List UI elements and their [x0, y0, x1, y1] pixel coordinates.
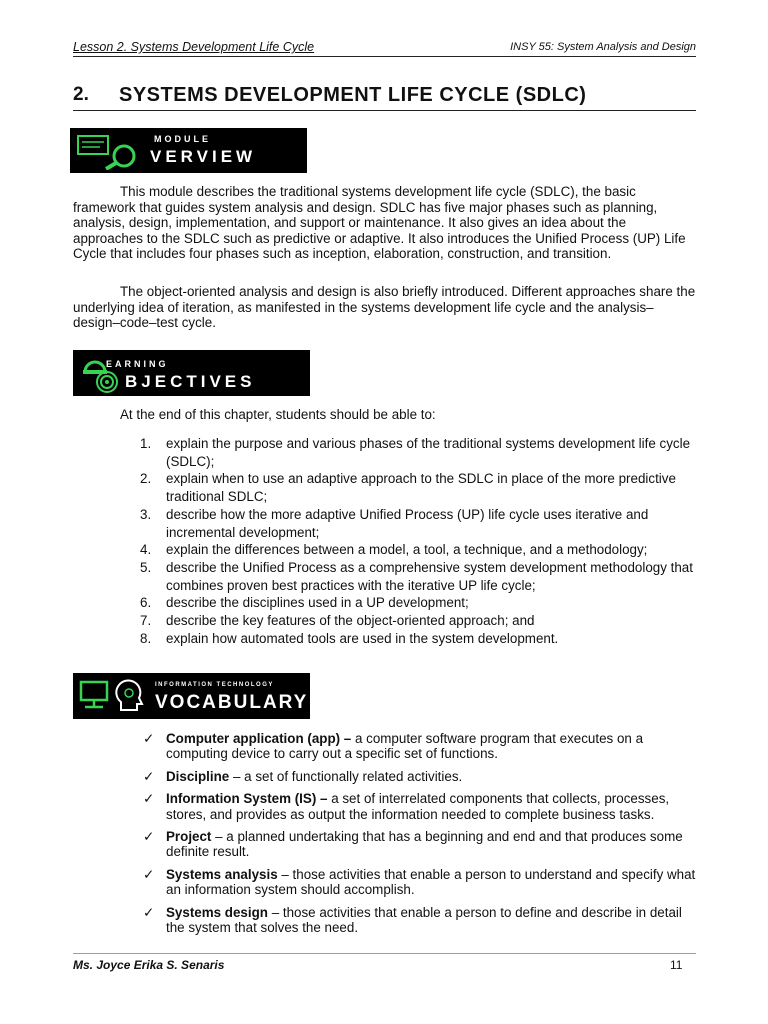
page-number: 11	[670, 958, 683, 972]
list-item: ✓ Project – a planned undertaking that has a beginning and end and that produces some definite result.	[143, 829, 683, 860]
list-item: ✓ Systems analysis – those activities that enable a person to understand and specify what an information system should accomplish.	[143, 866, 696, 898]
list-item: 3. describe how the more adaptive Unified Process (UP) life cycle uses iterative and incremental development;	[140, 506, 649, 540]
footer-author: Ms. Joyce Erika S. Senaris	[73, 958, 225, 972]
list-item: ✓ Information System (IS) – a set of interrelated components that collects, processes, stores, and provides as output the information needed to complete business tasks.	[143, 791, 670, 822]
checkmark-icon: ✓	[143, 791, 155, 807]
header-rule	[73, 56, 696, 57]
list-item: ✓ Systems design – those activities that enable a person to define and describe in detail the system that solves the need.	[143, 904, 682, 936]
computer-head-icon	[77, 676, 151, 716]
lesson-title: Lesson 2. Systems Development Life Cycle	[73, 40, 315, 54]
it-vocabulary-banner	[73, 673, 310, 719]
list-item: 4. explain the differences between a model, a tool, a technique, and a methodology;	[140, 542, 648, 558]
objectives-list	[120, 435, 710, 647]
list-item: 2. explain when to use an adaptive approach to the SDLC in place of the more predictive traditional SDLC;	[140, 471, 676, 505]
objectives-intro: At the end of this chapter, students should be able to:	[120, 407, 436, 422]
magnifier-icon	[76, 132, 150, 170]
list-item: 5. describe the Unified Process as a comprehensive system development methodology that combines proven best practices with the iterative UP life cycle;	[140, 559, 693, 593]
footer-rule	[73, 953, 696, 954]
learning-objectives-banner	[73, 350, 310, 396]
banner-overview-text: VERVIEW	[150, 147, 257, 166]
chapter-heading	[73, 84, 696, 110]
page-header	[73, 40, 696, 56]
checkmark-icon: ✓	[143, 768, 155, 784]
checkmark-icon: ✓	[143, 866, 155, 882]
checkmark-icon: ✓	[143, 731, 155, 746]
banner-objectives-text: BJECTIVES	[125, 372, 256, 391]
chapter-rule	[73, 110, 696, 111]
checkmark-icon: ✓	[143, 829, 155, 845]
list-item: 8. explain how automated tools are used in the system development.	[140, 630, 559, 646]
module-overview-banner	[70, 128, 307, 173]
vocabulary-list	[143, 731, 698, 942]
banner-module-text: MODULE	[154, 134, 211, 144]
list-item: ✓ Discipline – a set of functionally related activities.	[143, 768, 463, 784]
list-item: 7. describe the key features of the object-oriented approach; and	[140, 613, 535, 629]
list-item: ✓ Computer application (app) – a computer software program that executes on a computing device to carry out a specific set of functions.	[143, 731, 644, 762]
overview-paragraph-1: This module describes the traditional systems development life cycle (SDLC), the basic framework that guides system analysis and design. SDLC has five major phases such as planning, analysis, design, implementation, and support or maintenance. It also gives an idea about the approaches to the SDLC such as predictive or adaptive. It also introduces the Unified Process (UP) Life Cycle that includes four phases such as inception, elaboration, construction, and transition.	[73, 184, 686, 262]
list-item: 6. describe the disciplines used in a UP development;	[140, 595, 469, 611]
chapter-title: SYSTEMS DEVELOPMENT LIFE CYCLE (SDLC)	[119, 84, 587, 106]
chapter-number: 2.	[73, 84, 89, 105]
banner-vocabulary-text: VOCABULARY	[155, 692, 309, 713]
banner-learning-text: EARNING	[106, 359, 169, 369]
list-item: 1. explain the purpose and various phases of the traditional systems development life cycle (SDLC);	[140, 436, 691, 469]
course-title: INSY 55: System Analysis and Design	[510, 41, 696, 53]
checkmark-icon: ✓	[143, 904, 155, 920]
overview-paragraph-2: The object-oriented analysis and design is also briefly introduced. Different approaches share the underlying idea of iteration, as manifested in the systems development life cycle and the analysis–design–code–test cycle.	[73, 284, 696, 331]
banner-it-text: INFORMATION TECHNOLOGY	[155, 682, 274, 688]
